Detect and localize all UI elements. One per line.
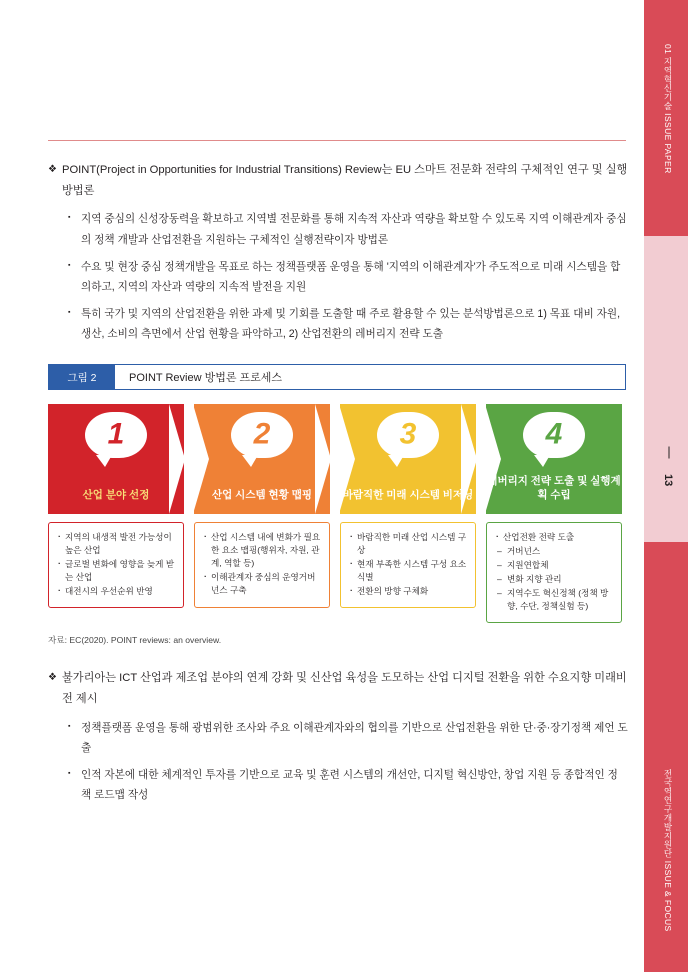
- bullet-marker-square: ▪: [68, 308, 71, 316]
- figure-step-3: [340, 404, 476, 608]
- step-banner: [48, 404, 184, 514]
- figure-title: POINT Review 방법론 프로세스: [129, 372, 283, 385]
- bullet-text: 인적 자본에 대한 체계적인 투자를 기반으로 교육 및 훈련 시스템의 개선안, 디지털 혁신방안, 창업 지원 등 종합적인 정책 로드맵 작성: [81, 768, 618, 801]
- bullet-level2: [68, 765, 628, 805]
- speech-bubble-icon: [231, 412, 293, 458]
- bullet-marker-diamond: ❖: [48, 164, 57, 175]
- step-detail-list: [57, 531, 177, 597]
- bullet-marker-square: ▪: [68, 722, 71, 730]
- bullet-level2: [68, 304, 628, 344]
- step-banner: [340, 404, 476, 514]
- rail-top-label: 01 지역혁신기술 ISSUE PAPER: [663, 44, 673, 174]
- list-item: · 이해관계자 중심의 운영거버넌스 구축: [203, 571, 323, 597]
- bullet-marker-square: ▪: [68, 769, 71, 777]
- right-sidebar: [644, 0, 688, 972]
- bullet-level2: [68, 209, 628, 249]
- bullet-text: 불가리아는 ICT 산업과 제조업 분야의 연계 강화 및 신산업 육성을 도모하는 산업 디지털 전환을 위한 수요지향 미래비전 제시: [62, 672, 627, 705]
- list-item: · 현재 부족한 시스템 구성 요소 식별: [349, 558, 469, 584]
- step-detail-box: [486, 522, 622, 622]
- figure-number-tag: 그림 2: [49, 365, 115, 389]
- bullet-text: 정책플랫폼 운영을 통해 광범위한 조사와 주요 이해관계자와의 협의를 기반으로 산업전환을 위한 단·중·장기정책 제언 도출: [81, 721, 628, 754]
- bullet-marker-diamond: ❖: [48, 672, 57, 684]
- list-item: – 지원연합체: [495, 559, 615, 572]
- step-banner: [486, 404, 622, 514]
- step-detail-box: [340, 522, 476, 608]
- step-number-bubble: [231, 412, 293, 464]
- bullet-text: POINT(Project in Opportunities for Industrial Transitions) Review는 EU 스마트 전문화 전략의 구체적인 연구 및 실행 방법론: [62, 164, 628, 197]
- list-item: – 거버넌스: [495, 545, 615, 558]
- step-number-bubble: [523, 412, 585, 464]
- figure-step-2: [194, 404, 330, 608]
- list-item: · 바람직한 미래 산업 시스템 구상: [349, 531, 469, 557]
- figure-step-1: [48, 404, 184, 608]
- bullet-marker-square: ▪: [68, 214, 71, 222]
- list-item: – 변화 지향 관리: [495, 573, 615, 586]
- step-number: 1: [107, 417, 125, 451]
- bullet-text: 특히 국가 및 지역의 산업전환을 위한 과제 및 기회를 도출할 때 주로 활용할 수 있는 분석방법론으로 1) 목표 대비 자원, 생산, 소비의 측면에서 산업 현황을 파악하고, 2) 산업전환의 레버리지 전략 도출: [81, 307, 621, 341]
- arrow-notch-icon: [169, 404, 184, 514]
- step-label: 산업 분야 선정: [82, 489, 150, 502]
- bullet-level1: [48, 668, 628, 709]
- speech-bubble-icon: [377, 412, 439, 458]
- bullet-level1: [48, 160, 628, 201]
- header-rule: [48, 140, 626, 141]
- list-item: – 지역수도 혁신정책 (정책 방향, 수단, 정책실험 등): [495, 587, 615, 613]
- step-banner: [194, 404, 330, 514]
- step-label: 레버리지 전략 도출 및 실행계획 수립: [487, 474, 621, 502]
- step-detail-list: [349, 531, 469, 597]
- page-number-rule: [669, 447, 670, 459]
- list-item: · 대전시의 우선순위 반영: [57, 585, 177, 598]
- arrow-notch-icon: [461, 404, 476, 514]
- list-item: · 지역의 내생적 발전 가능성이 높은 산업: [57, 531, 177, 557]
- step-label: 바람직한 미래 시스템 비저닝: [342, 489, 474, 502]
- speech-bubble-icon: [523, 412, 585, 458]
- page-number: 13: [662, 474, 674, 487]
- step-number: 4: [545, 417, 563, 451]
- step-number-bubble: [377, 412, 439, 464]
- rail-bottom-label: 전국역연구개발지원단 ISSUE & FOCUS: [663, 769, 673, 932]
- step-number: 3: [399, 417, 417, 451]
- arrow-notch-icon: [315, 404, 330, 514]
- figure-source: 자료: EC(2020). POINT reviews: an overview.: [48, 635, 222, 646]
- document-content: [48, 160, 628, 812]
- step-label: 산업 시스템 현황 맵핑: [211, 489, 313, 502]
- bullet-marker-square: ▪: [68, 261, 71, 269]
- step-detail-box: [48, 522, 184, 608]
- figure-caption-bar: [48, 364, 626, 390]
- bullet-text: 지역 중심의 신성장동력을 확보하고 지역별 전문화를 통해 지속적 자산과 역량을 확보할 수 있도록 지역 이해관계자 중심의 정책 개발과 산업전환을 지원하는 구체적인 실행전략이자 방법론: [81, 213, 627, 246]
- list-item: · 산업 시스템 내에 변화가 필요한 요소 맵핑(행위자, 자원, 관계, 역할 등): [203, 531, 323, 570]
- step-number-bubble: [85, 412, 147, 464]
- step-detail-list: [203, 531, 323, 596]
- speech-bubble-icon: [85, 412, 147, 458]
- figure-step-4: [486, 404, 622, 622]
- step-detail-box: [194, 522, 330, 608]
- list-item: · 전환의 방향 구체화: [349, 585, 469, 598]
- figure-diagram: [48, 404, 626, 624]
- list-item: · 산업전환 전략 도출: [495, 531, 615, 544]
- step-number: 2: [253, 417, 271, 451]
- bullet-text: 수요 및 현장 중심 정책개발을 목표로 하는 정책플랫폼 운영을 통해 '지역의 이해관계자'가 주도적으로 미래 시스템을 합의하고, 지역의 자산과 역량의 지속적 발전을 지원: [81, 260, 621, 293]
- list-item: · 글로벌 변화에 영향을 늦게 받는 산업: [57, 558, 177, 584]
- bullet-level2: [68, 718, 628, 758]
- step-detail-list: [495, 531, 615, 612]
- bullet-level2: [68, 257, 628, 297]
